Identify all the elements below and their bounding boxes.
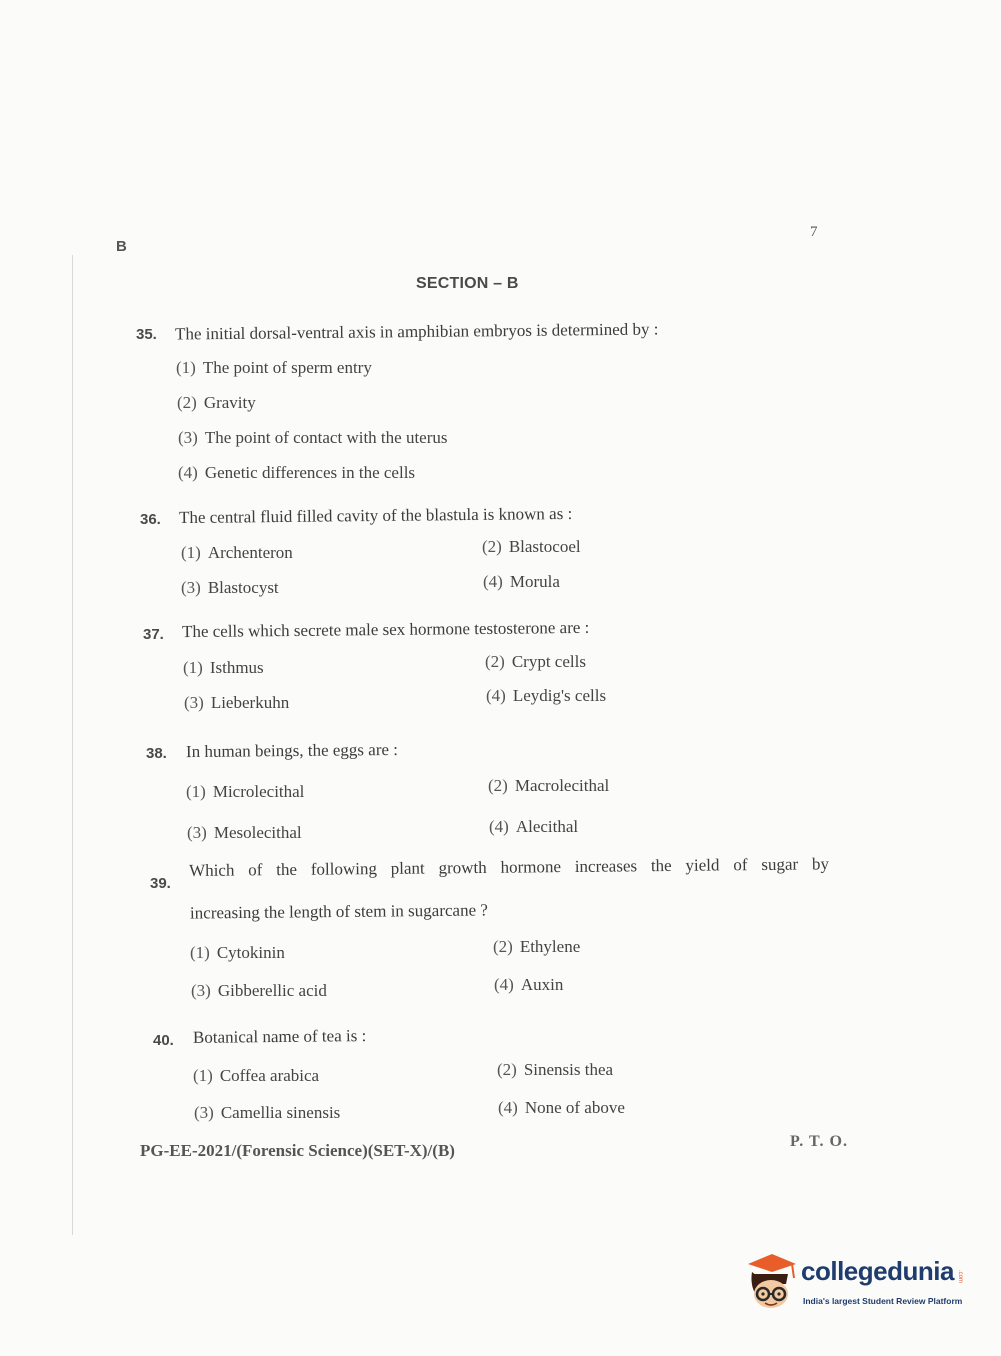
option-4 — [494, 975, 563, 995]
option-3 — [194, 1103, 340, 1123]
option-number: (1) — [190, 943, 210, 962]
question-text-line-1 — [189, 854, 829, 881]
collegedunia-logo — [742, 1250, 967, 1316]
option-2 — [485, 652, 586, 672]
section-title: SECTION – B — [416, 275, 519, 292]
option-1 — [176, 358, 372, 378]
option-1 — [193, 1066, 319, 1086]
option-text: Sinensis thea — [523, 1060, 614, 1079]
question-word: by — [811, 854, 830, 874]
option-text: Archenteron — [207, 543, 293, 562]
option-3 — [178, 428, 448, 448]
option-text: Gibberellic acid — [217, 981, 327, 1000]
option-number: (3) — [178, 428, 198, 447]
question-word: growth — [438, 857, 487, 878]
option-text: Lieberkuhn — [210, 693, 290, 712]
logo-wordmark: collegedunia — [801, 1256, 954, 1286]
option-number: (2) — [177, 393, 197, 412]
page-binding-line — [72, 255, 73, 1235]
question-text-line-2: increasing the length of stem in sugarcane ? — [189, 900, 488, 923]
option-number: (1) — [193, 1066, 213, 1085]
logo-domain: .com — [957, 1270, 963, 1284]
option-number: (4) — [486, 686, 506, 705]
option-text: Coffea arabica — [219, 1066, 320, 1085]
set-letter: B — [116, 238, 127, 255]
option-number: (4) — [483, 572, 503, 591]
option-number: (1) — [186, 782, 206, 801]
question-word: the — [276, 859, 298, 880]
option-text: Isthmus — [209, 658, 264, 677]
question-word: hormone — [500, 857, 562, 877]
option-text: The point of contact with the uterus — [204, 428, 448, 447]
question-text: The initial dorsal-ventral axis in amphibian embryos is determined by : — [174, 319, 659, 344]
option-3 — [187, 823, 302, 843]
option-number: (3) — [184, 693, 204, 712]
question-word: of — [248, 860, 263, 880]
question-word: plant — [390, 858, 425, 878]
question-word: following — [310, 859, 378, 879]
option-1 — [181, 543, 293, 563]
option-number: (2) — [493, 937, 513, 956]
option-number: (4) — [178, 463, 198, 482]
option-2 — [482, 537, 581, 557]
option-2 — [488, 776, 609, 796]
question-word: of — [733, 855, 748, 875]
option-text: Genetic differences in the cells — [204, 463, 416, 482]
option-text: Cytokinin — [216, 943, 285, 962]
option-4 — [178, 463, 415, 483]
option-1 — [190, 943, 285, 963]
question-word: sugar — [761, 854, 799, 875]
option-number: (1) — [181, 543, 201, 562]
option-number: (2) — [488, 776, 508, 795]
option-number: (4) — [498, 1098, 518, 1117]
option-text: Mesolecithal — [213, 823, 302, 842]
mascot-icon — [742, 1250, 800, 1312]
question-number: 35. — [136, 326, 157, 343]
option-number: (4) — [489, 817, 509, 836]
option-text: Gravity — [203, 393, 256, 412]
option-1 — [186, 782, 304, 802]
option-text: None of above — [524, 1098, 625, 1117]
option-text: Crypt cells — [511, 652, 586, 671]
option-4 — [486, 686, 606, 706]
option-text: Leydig's cells — [512, 686, 607, 705]
option-text: Auxin — [520, 975, 564, 994]
option-text: Ethylene — [519, 937, 581, 956]
question-word: increases — [574, 856, 638, 876]
option-3 — [191, 981, 327, 1001]
question-text: The cells which secrete male sex hormone testosterone are : — [181, 617, 590, 642]
question-text: Botanical name of tea is : — [192, 1026, 367, 1047]
page-number: 7 — [810, 224, 818, 240]
option-text: Blastocyst — [207, 578, 279, 597]
question-number: 36. — [140, 511, 161, 528]
question-number: 38. — [146, 745, 167, 762]
option-text: The point of sperm entry — [202, 358, 372, 377]
option-text: Camellia sinensis — [220, 1103, 341, 1122]
option-text: Alecithal — [515, 817, 579, 836]
option-4 — [489, 817, 578, 837]
option-number: (1) — [183, 658, 203, 677]
option-number: (1) — [176, 358, 196, 377]
question-number: 40. — [153, 1032, 174, 1049]
option-number: (2) — [485, 652, 505, 671]
option-3 — [184, 693, 289, 713]
question-word: Which — [189, 860, 235, 880]
option-number: (3) — [187, 823, 207, 842]
logo-tagline: India's largest Student Review Platform — [803, 1296, 963, 1306]
question-word: the — [650, 855, 672, 876]
option-number: (4) — [494, 975, 514, 994]
option-number: (3) — [191, 981, 211, 1000]
question-number: 37. — [143, 626, 164, 643]
option-text: Microlecithal — [212, 782, 305, 801]
option-1 — [183, 658, 264, 678]
paper-code: PG-EE-2021/(Forensic Science)(SET-X)/(B) — [140, 1141, 455, 1160]
option-text: Macrolecithal — [514, 776, 610, 795]
option-number: (2) — [482, 537, 502, 556]
option-text: Blastocoel — [508, 537, 581, 556]
option-text: Morula — [509, 572, 560, 591]
pto-label: P. T. O. — [790, 1133, 848, 1150]
option-2 — [493, 937, 580, 957]
question-text: In human beings, the eggs are : — [185, 739, 399, 762]
option-number: (3) — [194, 1103, 214, 1122]
question-word: yield — [685, 855, 720, 875]
question-number: 39. — [150, 875, 171, 892]
option-number: (3) — [181, 578, 201, 597]
option-4 — [483, 572, 560, 592]
option-2 — [497, 1060, 613, 1080]
option-2 — [177, 393, 256, 413]
option-4 — [498, 1098, 625, 1118]
option-number: (2) — [497, 1060, 517, 1079]
question-text: The central fluid filled cavity of the blastula is known as : — [178, 503, 573, 528]
option-3 — [181, 578, 279, 598]
